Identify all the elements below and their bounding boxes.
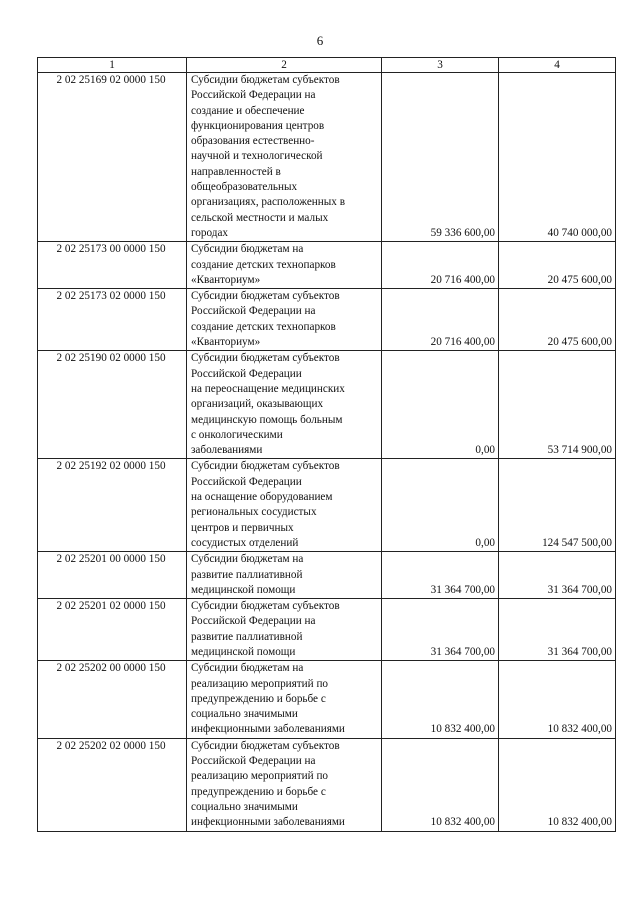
column-header-1: 1 [38,58,187,73]
budget-code: 2 02 25173 02 0000 150 [38,289,187,351]
description: Субсидии бюджетам субъектов Российской Федерации на развитие паллиативной медицинской помощи [187,599,382,661]
table-row [38,73,616,242]
column-header-3: 3 [382,58,499,73]
description: Субсидии бюджетам субъектов Российской Федерации на создание и обеспечение функционирования центров образования естественно- научной и технологической направленностей в общеобразовательных организациях, расположенных в сельской местности и малых городах [187,73,382,242]
amount-col3: 31 364 700,00 [382,552,499,599]
amount-col4: 10 832 400,00 [499,661,616,738]
table-row [38,242,616,289]
amount-col3: 20 716 400,00 [382,289,499,351]
amount-col4: 20 475 600,00 [499,289,616,351]
amount-col3: 0,00 [382,459,499,552]
amount-col3: 10 832 400,00 [382,661,499,738]
table-row [38,599,616,661]
amount-col3: 20 716 400,00 [382,242,499,289]
column-header-2: 2 [187,58,382,73]
page-number: 6 [316,33,324,48]
revenue-table [37,57,616,832]
table-row [38,552,616,599]
description: Субсидии бюджетам субъектов Российской Федерации на оснащение оборудованием региональных сосудистых центров и первичных сосудистых отделений [187,459,382,552]
amount-col4: 53 714 900,00 [499,351,616,459]
description: Субсидии бюджетам субъектов Российской Федерации на переоснащение медицинских организаций, оказывающих медицинскую помощь больным с онкологическими заболеваниями [187,351,382,459]
description: Субсидии бюджетам на реализацию мероприятий по предупреждению и борьбе с социально значимыми инфекционными заболеваниями [187,661,382,738]
description: Субсидии бюджетам субъектов Российской Федерации на реализацию мероприятий по предупреждению и борьбе с социально значимыми инфекционными заболеваниями [187,738,382,831]
table-header-row [38,58,616,73]
amount-col3: 31 364 700,00 [382,599,499,661]
amount-col4: 10 832 400,00 [499,738,616,831]
description: Субсидии бюджетам на создание детских технопарков «Кванториум» [187,242,382,289]
budget-code: 2 02 25201 00 0000 150 [38,552,187,599]
budget-code: 2 02 25201 02 0000 150 [38,599,187,661]
amount-col3: 0,00 [382,351,499,459]
table-row [38,661,616,738]
table-row [38,459,616,552]
budget-code: 2 02 25202 00 0000 150 [38,661,187,738]
budget-code: 2 02 25173 00 0000 150 [38,242,187,289]
amount-col4: 40 740 000,00 [499,73,616,242]
amount-col4: 31 364 700,00 [499,552,616,599]
budget-code: 2 02 25202 02 0000 150 [38,738,187,831]
amount-col4: 20 475 600,00 [499,242,616,289]
amount-col3: 10 832 400,00 [382,738,499,831]
description: Субсидии бюджетам на развитие паллиативной медицинской помощи [187,552,382,599]
table-row [38,738,616,831]
description: Субсидии бюджетам субъектов Российской Федерации на создание детских технопарков «Кванториум» [187,289,382,351]
table-row [38,289,616,351]
budget-code: 2 02 25169 02 0000 150 [38,73,187,242]
amount-col4: 31 364 700,00 [499,599,616,661]
column-header-4: 4 [499,58,616,73]
table-row [38,351,616,459]
budget-code: 2 02 25192 02 0000 150 [38,459,187,552]
budget-code: 2 02 25190 02 0000 150 [38,351,187,459]
amount-col4: 124 547 500,00 [499,459,616,552]
amount-col3: 59 336 600,00 [382,73,499,242]
